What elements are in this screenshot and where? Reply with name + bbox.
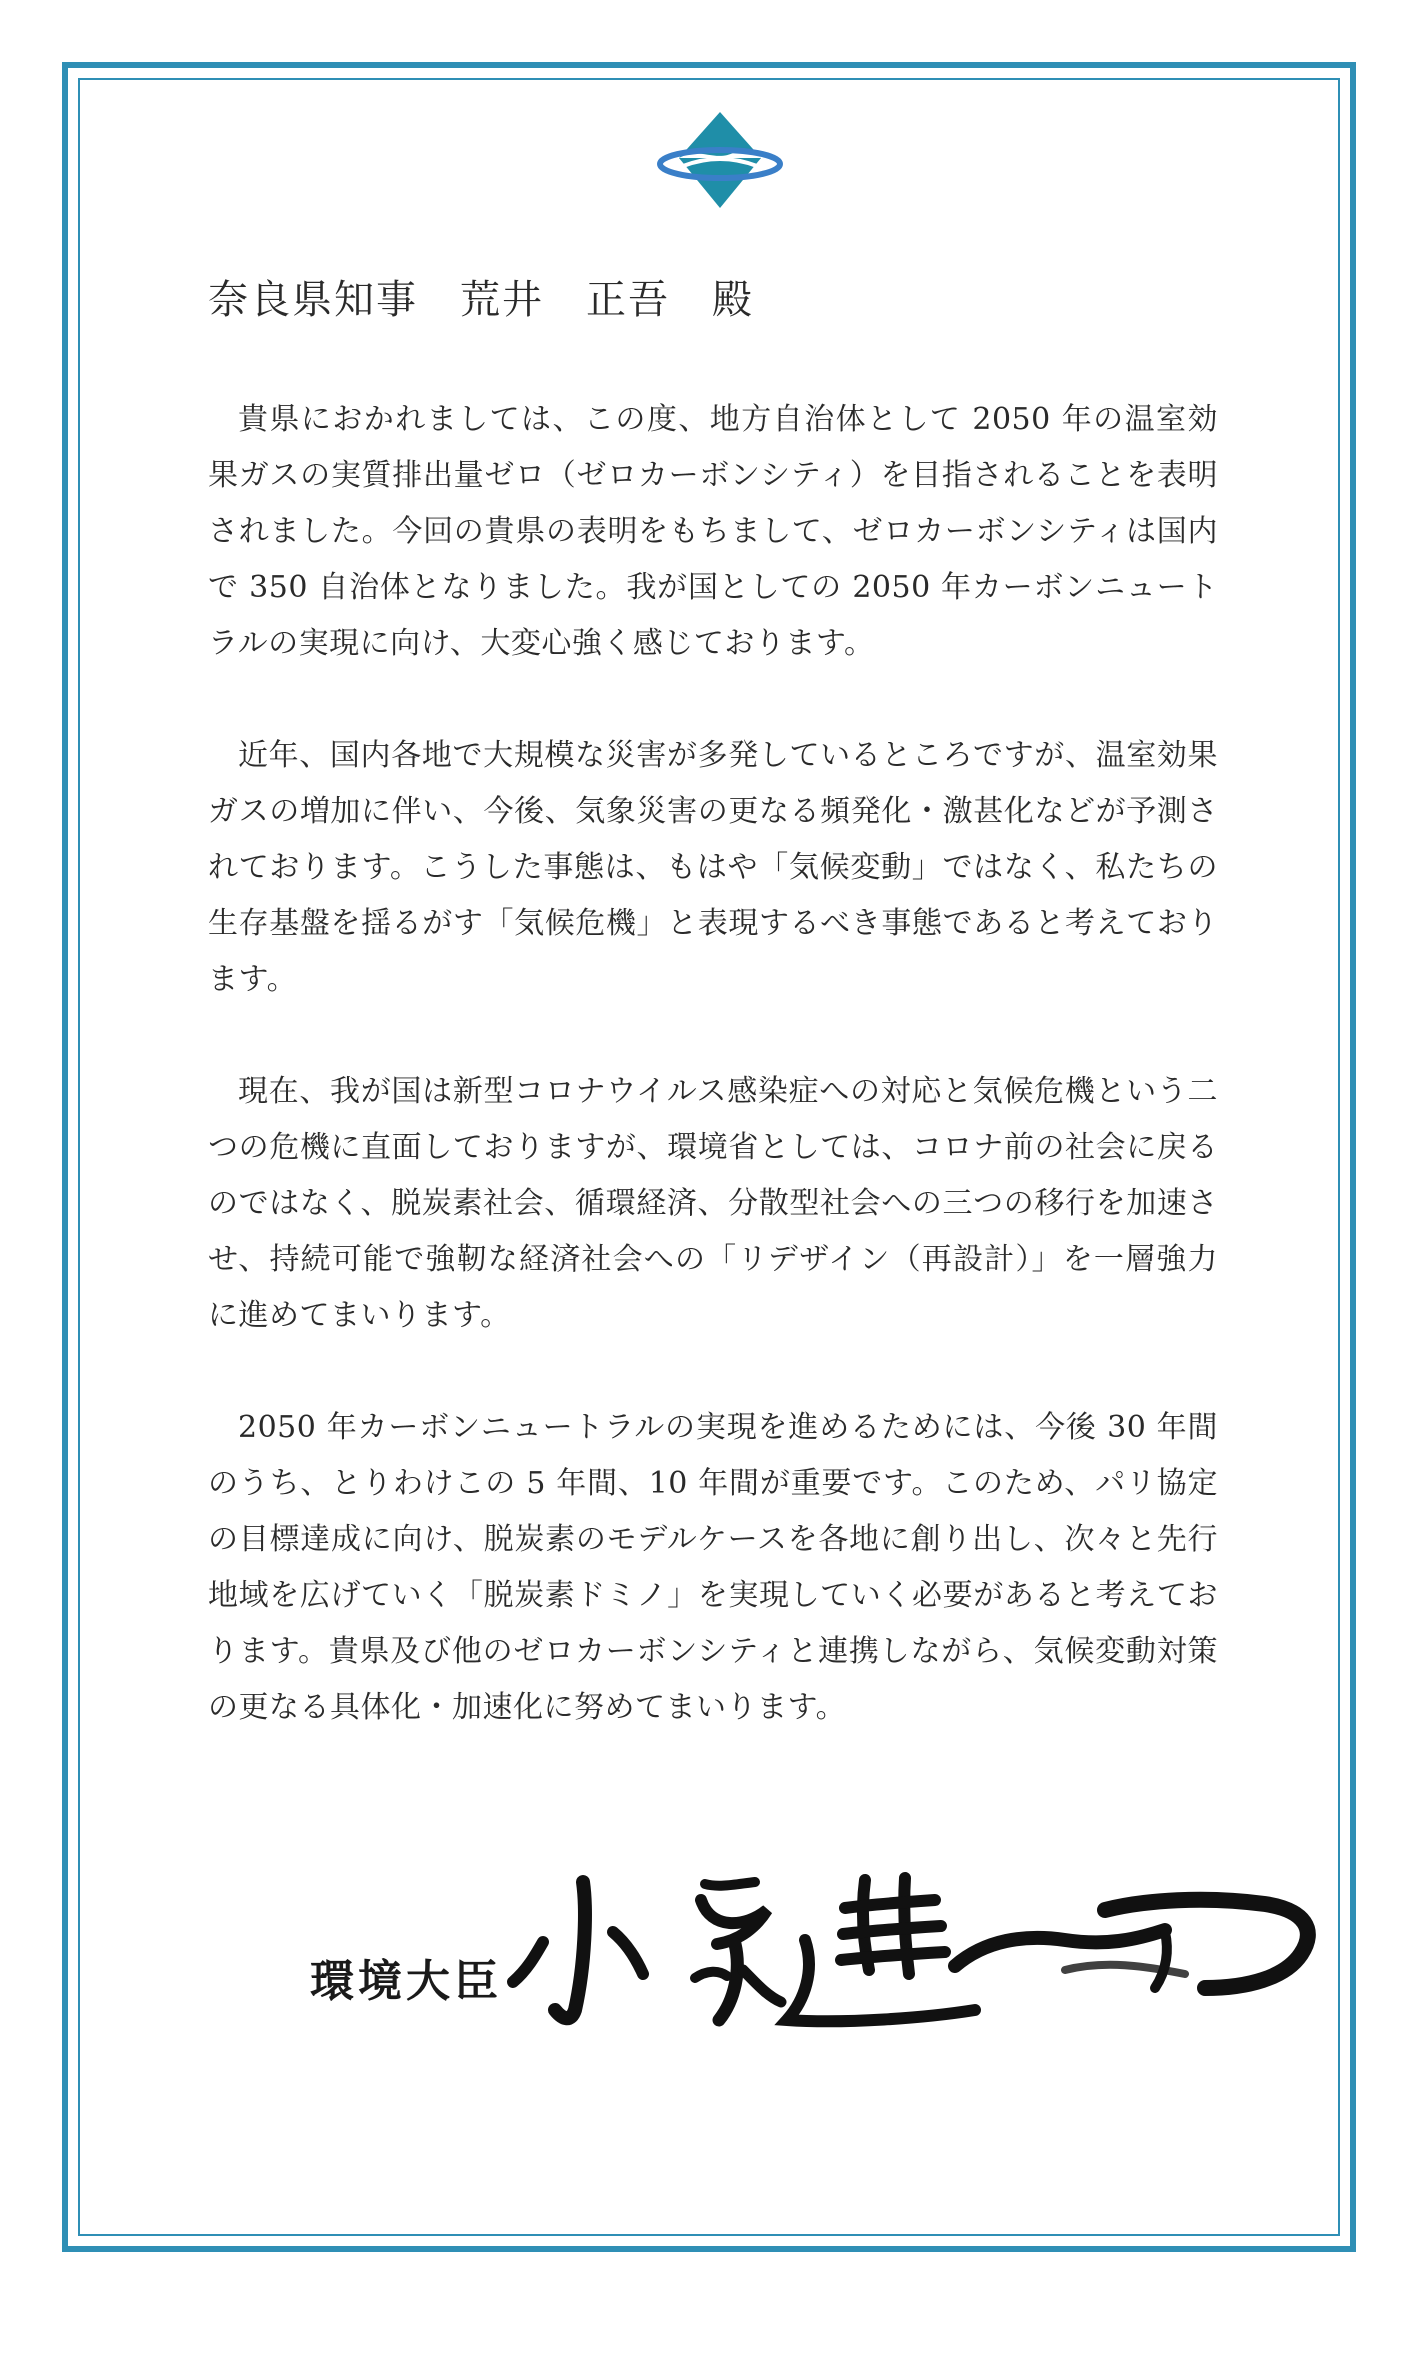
paragraph: 近年、国内各地で大規模な災害が多発しているところですが、温室効果ガスの増加に伴い、今後、気象災害の更なる頻発化・激甚化などが予測されております。こうした事態は、もはや「気候変動」ではなく、私たちの生存基盤を揺るがす「気候危機」と表現するべき事態であると考えております。 — [208, 738, 1218, 997]
letter-body — [208, 392, 1218, 1792]
signatory-title: 環境大臣 — [310, 1956, 502, 2007]
paragraph: 2050 年カーボンニュートラルの実現を進めるためには、今後 30 年間のうち、とりわけこの 5 年間、10 年間が重要です。このため、パリ協定の目標達成に向け、脱炭素のモデルケースを各地に創り出し、次々と先行地域を広げていく「脱炭素ドミノ」を実現していく必要があると考えております。貴県及び他のゼロカーボンシティと連携しながら、気候変動対策の更なる具体化・加速化に努めてまいります。 — [208, 1410, 1218, 1725]
addressee-line: 奈良県知事 荒井 正吾 殿 — [208, 277, 754, 323]
paragraph: 貴県におかれましては、この度、地方自治体として 2050 年の温室効果ガスの実質排出量ゼロ（ゼロカーボンシティ）を目指されることを表明されました。今回の貴県の表明をもちまして、ゼロカーボンシティは国内で 350 自治体となりました。我が国としての 2050 年カーボンニュートラルの実現に向け、大変心強く感じております。 — [208, 402, 1218, 661]
handwritten-signature — [505, 1870, 1325, 2040]
ministry-emblem-icon — [655, 108, 785, 213]
paragraph: 現在、我が国は新型コロナウイルス感染症への対応と気候危機という二つの危機に直面しておりますが、環境省としては、コロナ前の社会に戻るのではなく、脱炭素社会、循環経済、分散型社会への三つの移行を加速させ、持続可能で強靭な経済社会への「リデザイン（再設計）」を一層強力に進めてまいります。 — [208, 1074, 1218, 1333]
signature-block — [300, 1870, 1320, 2040]
